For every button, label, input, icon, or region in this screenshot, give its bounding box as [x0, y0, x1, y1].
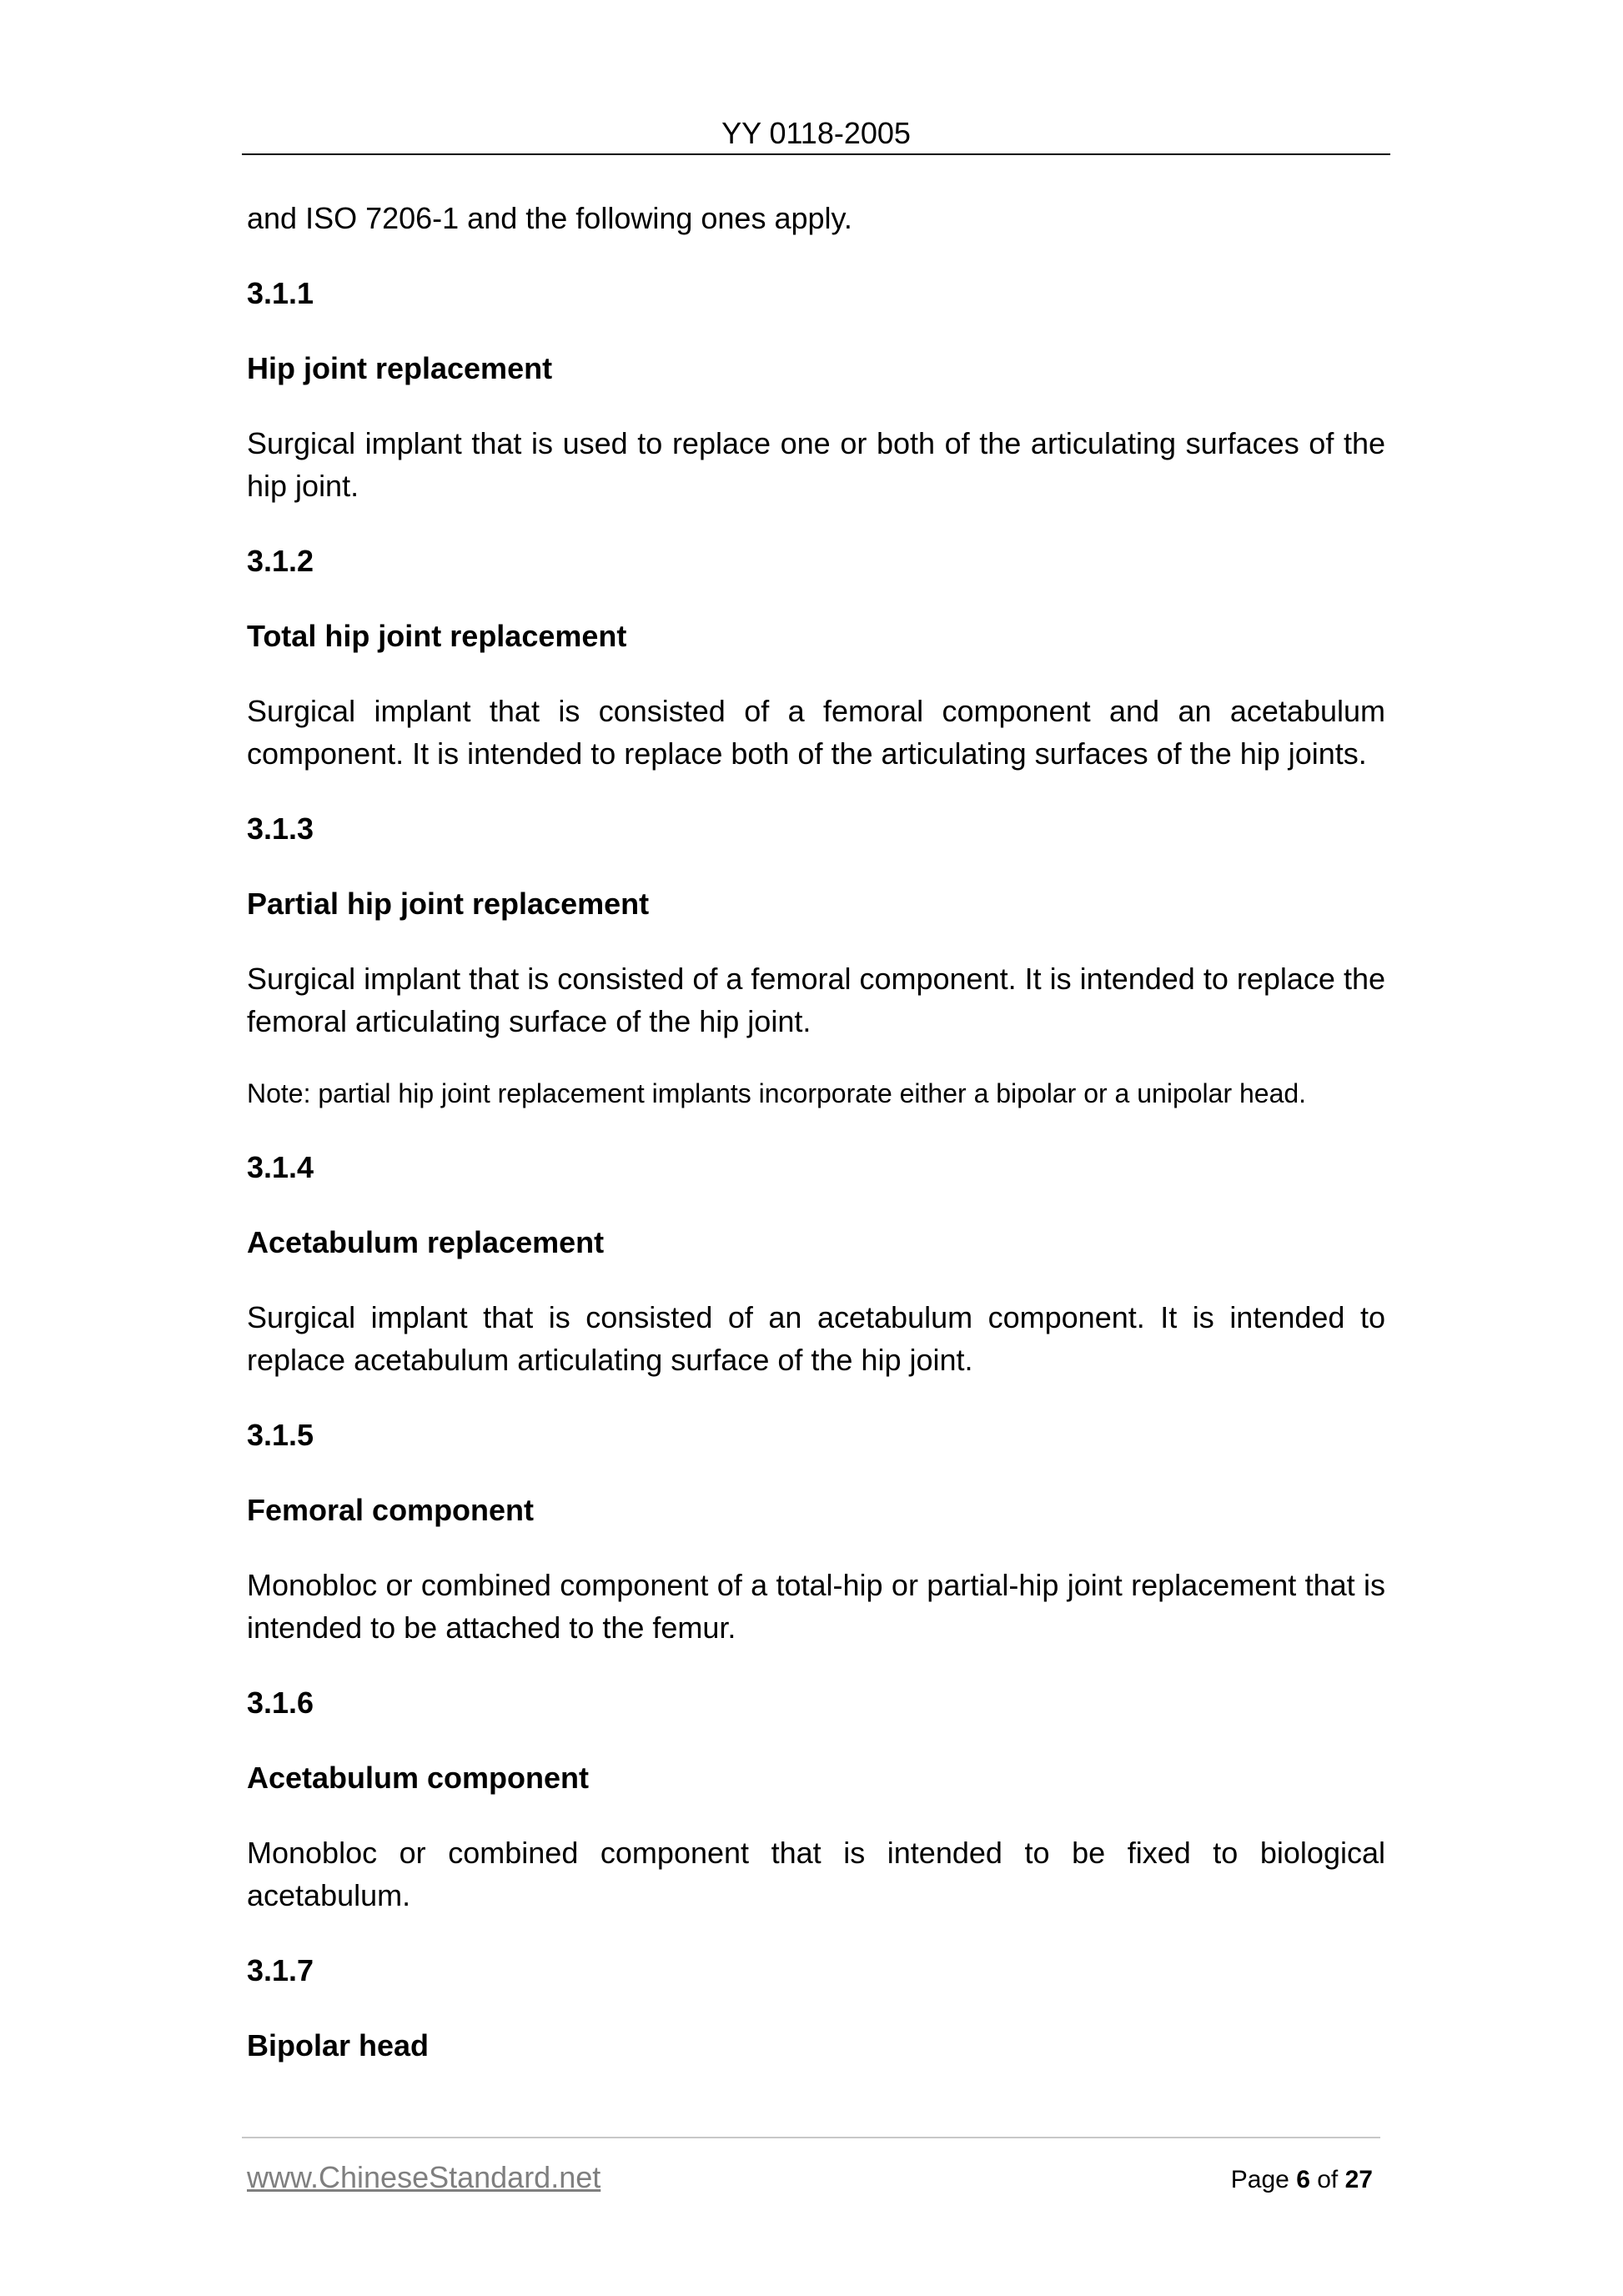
term-acetabulum-component: Acetabulum component [247, 1761, 590, 1795]
definition-hip-joint-replacement: Surgical implant that is used to replace one or both of the articulating surfaces of the hip joint. [247, 426, 1385, 503]
term-acetabulum-replacement: Acetabulum replacement [247, 1225, 605, 1259]
definition-femoral-component: Monobloc or combined component of a total-hip or partial-hip joint replacement that is intended to be attached to the femur. [247, 1568, 1385, 1645]
page-current: 6 [1296, 2166, 1310, 2193]
page-total: 27 [1344, 2166, 1373, 2193]
clause-number-3-1-4: 3.1.4 [247, 1150, 314, 1184]
definition-acetabulum-component: Monobloc or combined component that is intended to be fixed to biological acetabulum. [247, 1836, 1385, 1912]
definition-total-hip-joint-replacement: Surgical implant that is consisted of a femoral component and an acetabulum component. It is intended to replace both of the articulating surfaces of the hip joints. [247, 694, 1385, 771]
footer-page-number [1231, 2163, 1373, 2197]
definition-acetabulum-replacement: Surgical implant that is consisted of an acetabulum component. It is intended to replace acetabulum articulating surface of the hip joint. [247, 1300, 1385, 1377]
term-bipolar-head: Bipolar head [247, 2028, 430, 2062]
term-femoral-component: Femoral component [247, 1493, 535, 1527]
term-total-hip-joint-replacement: Total hip joint replacement [247, 619, 627, 653]
page-of-label: of [1317, 2166, 1339, 2193]
clause-number-3-1-6: 3.1.6 [247, 1686, 314, 1720]
term-hip-joint-replacement: Hip joint replacement [247, 351, 553, 385]
clause-number-3-1-3: 3.1.3 [247, 811, 314, 846]
header-divider [242, 153, 1390, 155]
note-partial-hip-joint-replacement: Note: partial hip joint replacement implants incorporate either a bipolar or a unipolar head. [247, 1078, 1307, 1108]
clause-number-3-1-7: 3.1.7 [247, 1953, 314, 1987]
document-body [247, 197, 1385, 2099]
footer-website-link[interactable]: www.ChineseStandard.net [247, 2160, 601, 2194]
lead-paragraph: and ISO 7206-1 and the following ones apply. [247, 201, 852, 235]
term-partial-hip-joint-replacement: Partial hip joint replacement [247, 887, 650, 921]
page-header-standard-code: YY 0118-2005 [721, 116, 911, 150]
footer-divider [242, 2137, 1380, 2138]
definition-partial-hip-joint-replacement: Surgical implant that is consisted of a femoral component. It is intended to replace the femoral articulating surface of the hip joint. [247, 962, 1385, 1038]
page-label: Page [1230, 2166, 1289, 2193]
clause-number-3-1-1: 3.1.1 [247, 276, 314, 310]
clause-number-3-1-2: 3.1.2 [247, 544, 314, 578]
clause-number-3-1-5: 3.1.5 [247, 1418, 314, 1452]
